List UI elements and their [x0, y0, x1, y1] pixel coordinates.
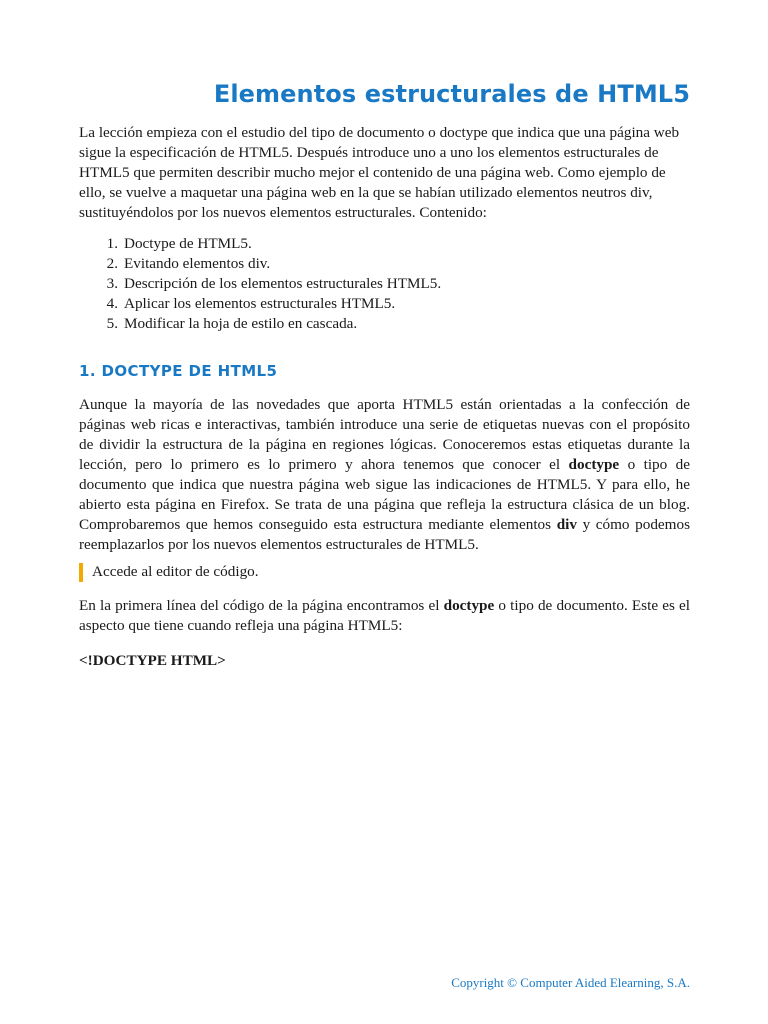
list-item — [79, 314, 441, 334]
paragraph-line: de dividir la estructura de la página en regiones lógicas. Conoceremos estas etiquetas durante la — [79, 436, 690, 453]
text-run: lección, pero lo primero es lo primero y ahora tenemos que conocer el — [79, 456, 569, 473]
list-item-text: Doctype de HTML5. — [124, 235, 252, 252]
paragraph-line — [79, 455, 690, 475]
text-run: y cómo podemos — [576, 516, 690, 533]
doctype-code: <!DOCTYPE HTML> — [79, 652, 226, 669]
copyright-footer: Copyright © Computer Aided Elearning, S.A. — [451, 975, 690, 990]
instruction-note — [79, 562, 259, 582]
list-item-text: Descripción de los elementos estructurales HTML5. — [124, 275, 442, 292]
note-text: Accede al editor de código. — [92, 563, 259, 580]
text-run: o tipo de — [619, 456, 690, 473]
list-item-number: 2. — [106, 255, 118, 272]
list-item — [79, 254, 441, 274]
section-heading: 1. DOCTYPE DE HTML5 — [79, 362, 278, 380]
intro-paragraph: La lección empieza con el estudio del tipo de documento o doctype que indica que una página web sigue la especificación de HTML5. Después introduce uno a uno los elementos estructurales de HTML5 que permiten describir mucho mejor el contenido de una página web. Como ejemplo de ello, se vuelve a maquetar una página web en la que se habían utilizado elementos neutros div, sustituyéndolos por los nuevos elementos estructurales. Contenido: — [79, 124, 680, 221]
list-item-text: Aplicar los elementos estructurales HTML5. — [124, 295, 396, 312]
text-run: En la primera línea del código de la página encontramos el — [79, 597, 444, 614]
paragraph-line — [79, 515, 690, 535]
paragraph-line: documento que indica que nuestra página web sigue las indicaciones de HTML5. Y para ello, he — [79, 476, 690, 493]
paragraph-line: páginas web ricas e interactivas, también introduce una serie de etiquetas nuevas con el propósito — [79, 416, 690, 433]
contents-list — [79, 234, 441, 334]
text-run: Comprobaremos que hemos conseguido esta estructura mediante elementos — [79, 516, 557, 533]
paragraph-line: Aunque la mayoría de las novedades que aporta HTML5 están orientadas a la confección de — [79, 396, 690, 413]
div-term: div — [556, 516, 577, 533]
doctype-term: doctype — [568, 456, 620, 473]
doctype-term: doctype — [443, 597, 495, 614]
paragraph-line: abierto esta página en Firefox. Se trata de una página que refleja la estructura clásica de un blog. — [79, 496, 690, 513]
list-item-number: 5. — [106, 315, 118, 332]
list-item-text: Modificar la hoja de estilo en cascada. — [124, 315, 358, 332]
list-item-number: 1. — [106, 235, 118, 252]
text-run: o tipo de documento. Este es el aspecto que tiene cuando refleja una página HTML5: — [79, 597, 690, 634]
page-title: Elementos estructurales de HTML5 — [213, 80, 690, 108]
paragraph-line: reemplazarlos por los nuevos elementos estructurales de HTML5. — [79, 536, 479, 553]
list-item-text: Evitando elementos div. — [124, 255, 271, 272]
list-item — [79, 274, 441, 294]
section-paragraph — [79, 596, 690, 636]
document-page — [79, 0, 690, 1024]
list-item-number: 3. — [106, 275, 118, 292]
list-item-number: 4. — [106, 295, 118, 312]
note-marker — [79, 563, 83, 582]
section-paragraph — [79, 395, 690, 555]
list-item — [79, 294, 441, 314]
list-item — [79, 234, 441, 254]
